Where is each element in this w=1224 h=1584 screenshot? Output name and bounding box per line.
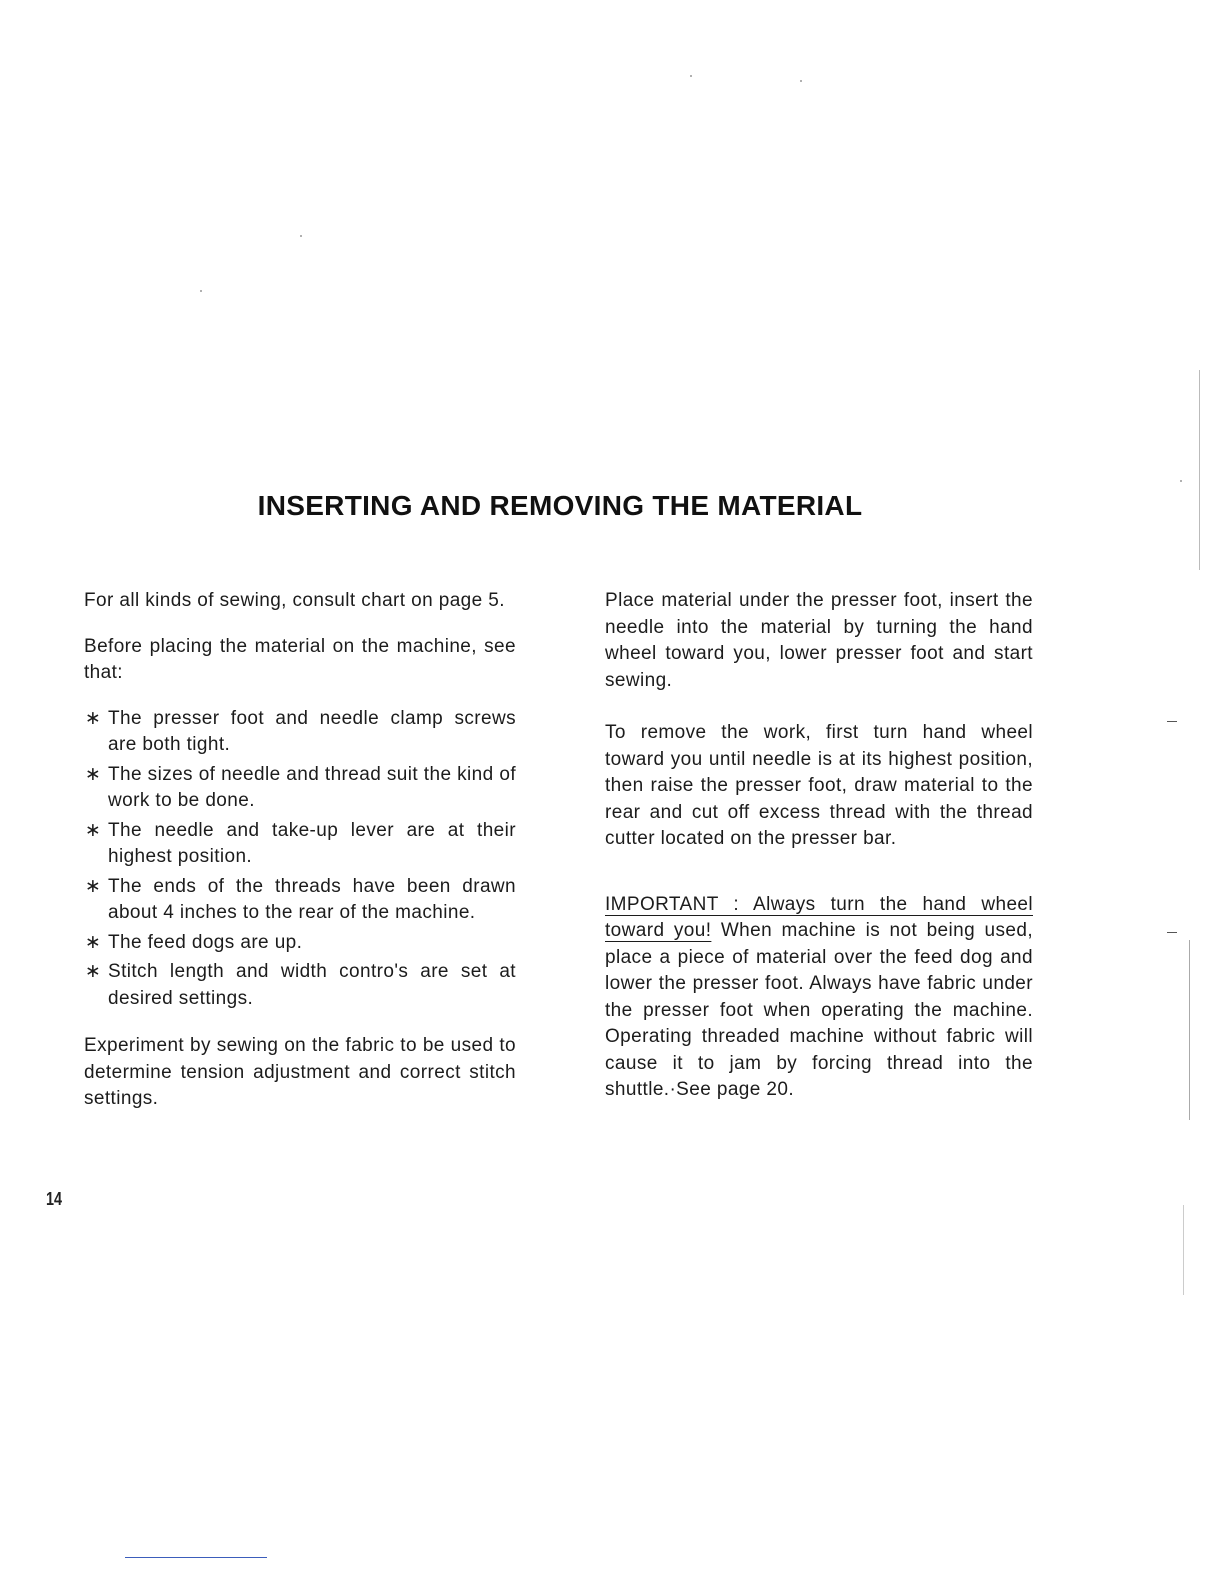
important-paragraph bbox=[605, 892, 1033, 1104]
scan-speck bbox=[200, 290, 202, 292]
checklist-item-text: The needle and take-up lever are at their highest position. bbox=[108, 819, 516, 867]
checklist-item-text: The ends of the threads have been drawn about 4 inches to the rear of the machine. bbox=[108, 875, 516, 923]
checklist-item bbox=[84, 706, 516, 759]
intro-paragraph: For all kinds of sewing, consult chart on page 5. bbox=[84, 590, 505, 611]
scan-speck bbox=[800, 80, 802, 82]
checklist-item-text: Stitch length and width contro's are set at desired settings. bbox=[108, 961, 516, 1009]
asterisk-bullet-icon: ∗ bbox=[85, 763, 102, 785]
asterisk-bullet-icon: ∗ bbox=[85, 819, 102, 841]
checklist-item-text: The sizes of needle and thread suit the kind of work to be done. bbox=[108, 763, 516, 811]
asterisk-bullet-icon: ∗ bbox=[85, 961, 102, 982]
scan-speck bbox=[690, 75, 692, 77]
remove-work-paragraph: To remove the work, first turn hand wheel toward you until needle is at its highest position, then raise the presser foot, draw material to the rear and cut off excess thread with the thread cutter located on the presser bar. bbox=[605, 722, 1033, 849]
checklist-item-text: The feed dogs are up. bbox=[108, 931, 303, 953]
scan-edge-mark bbox=[1199, 370, 1200, 570]
asterisk-bullet-icon: ∗ bbox=[85, 931, 102, 953]
important-label: IMPORTANT : Always turn the hand wheel toward you! bbox=[605, 893, 1033, 941]
place-material-paragraph: Place material under the presser foot, insert the needle into the material by turning the hand wheel toward you, lower presser foot and start sewing. bbox=[605, 590, 1033, 691]
asterisk-bullet-icon: ∗ bbox=[85, 875, 102, 897]
left-column bbox=[84, 588, 516, 1113]
checklist-item bbox=[84, 930, 516, 957]
scan-artifact-line bbox=[125, 1557, 267, 1558]
asterisk-bullet-icon: ∗ bbox=[85, 707, 102, 729]
checklist-item bbox=[84, 818, 516, 871]
checklist-item-text: The presser foot and needle clamp screws are both tight. bbox=[108, 707, 516, 755]
scan-speck bbox=[1180, 480, 1182, 482]
important-text: When machine is not being used, place a piece of material over the feed dog and lower the presser foot. Always have fabric under the presser foot when operating the machine. Operating threaded machine without fabric will cause it to jam by forcing thread into the shuttle.·See page 20. bbox=[605, 920, 1033, 1100]
scan-speck bbox=[300, 235, 302, 237]
checklist-item bbox=[84, 762, 516, 815]
page-number: 14 bbox=[46, 1189, 63, 1209]
page-title: INSERTING AND REMOVING THE MATERIAL bbox=[257, 490, 863, 521]
scan-edge-mark bbox=[1189, 940, 1190, 1120]
scan-edge-mark bbox=[1167, 721, 1177, 722]
checklist bbox=[84, 706, 516, 1013]
scan-edge-mark bbox=[1167, 932, 1177, 933]
before-paragraph: Before placing the material on the machine, see that: bbox=[84, 635, 516, 683]
experiment-paragraph: Experiment by sewing on the fabric to be used to determine tension adjustment and correct stitch settings. bbox=[84, 1035, 516, 1109]
checklist-item bbox=[84, 959, 516, 1012]
scan-edge-mark bbox=[1183, 1205, 1184, 1295]
right-column bbox=[605, 588, 1033, 1104]
checklist-item bbox=[84, 874, 516, 927]
